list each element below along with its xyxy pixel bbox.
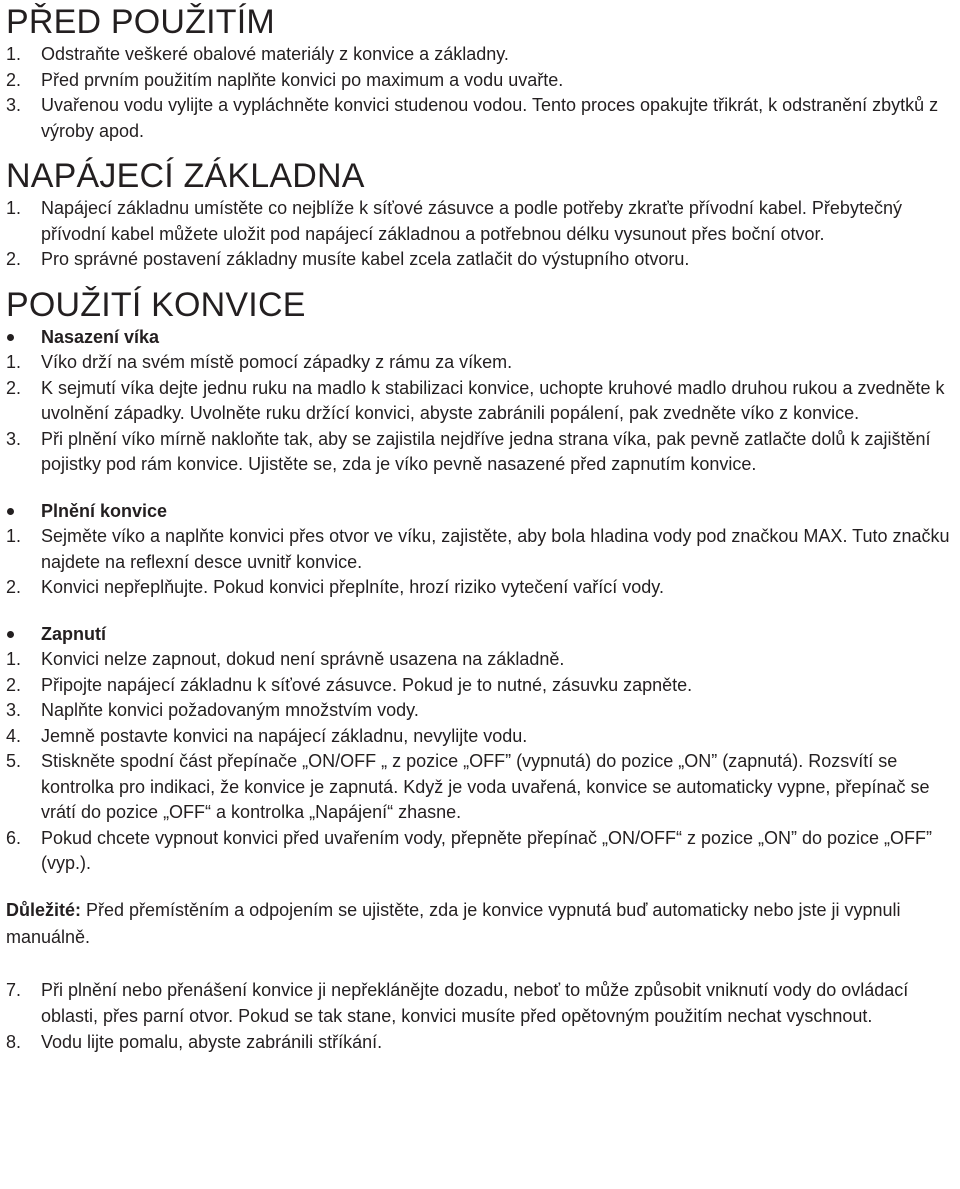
item-number: 2. <box>6 249 22 269</box>
list-item <box>6 575 960 601</box>
item-text: Pro správné postavení základny musíte kabel zcela zatlačit do výstupního otvoru. <box>41 249 690 269</box>
item-text: K sejmutí víka dejte jednu ruku na madlo k stabilizaci konvice, uchopte kruhové madlo druhou rukou a zvedněte k uvolnění západky. Uvolněte ruku držící konvici, abyste zabránili popálení, pak zvedněte víko z konvice. <box>41 377 945 423</box>
subsection-switching-on <box>6 622 960 877</box>
item-text: Pokud chcete vypnout konvici před uvařením vody, přepněte přepínač „ON/OFF“ z pozice „ON” do pozice „OFF” (vyp.). <box>41 827 933 873</box>
list-item <box>6 350 960 376</box>
subsection-heading <box>6 499 960 525</box>
numbered-list <box>6 524 960 601</box>
important-label: Důležité: <box>6 899 82 920</box>
item-text: Při plnění víko mírně nakloňte tak, aby se zajistila nejdříve jedna strana víka, pak pevně zatlačte dolů k zajištění pojistky pod rám konvice. Ujistěte se, zda je víko pevně nasazené před zapnutím konvice. <box>41 428 931 474</box>
item-number: 1. <box>6 649 22 669</box>
section-title: NAPÁJECÍ ZÁKLADNA <box>6 157 365 195</box>
item-number: 1. <box>6 526 22 546</box>
item-text: Při plnění nebo přenášení konvice ji nepřeklánějte dozadu, neboť to může způsobit vniknutí vody do ovládací oblasti, přes parní otvor. Pokud se tak stane, konvici musíte před opětovným použitím nechat vyschnout. <box>41 979 909 1026</box>
subsection-heading <box>6 325 960 351</box>
item-text: Konvici nelze zapnout, dokud není správně usazena na základně. <box>41 649 565 669</box>
numbered-list <box>6 196 960 273</box>
subsection-title: Zapnutí <box>41 623 106 644</box>
subsection-filling <box>6 499 960 601</box>
item-number: 1. <box>6 44 22 64</box>
manual-page <box>6 0 960 1055</box>
item-number: 2. <box>6 674 22 695</box>
numbered-list <box>6 350 960 478</box>
item-text: Víko drží na svém místě pomocí západky z rámu za víkem. <box>41 352 513 372</box>
list-item <box>6 42 960 68</box>
item-number: 5. <box>6 751 22 771</box>
list-item <box>6 673 960 699</box>
item-number: 1. <box>6 198 22 218</box>
item-number: 2. <box>6 577 22 597</box>
important-note <box>6 897 960 951</box>
section-title: POUŽITÍ KONVICE <box>6 285 306 324</box>
item-number: 2. <box>6 377 22 398</box>
item-number: 1. <box>6 352 22 372</box>
item-text: Naplňte konvici požadovaným množstvím vody. <box>41 700 419 720</box>
subsection-title: Plnění konvice <box>41 500 168 521</box>
bullet-icon <box>7 631 14 638</box>
item-text: Uvařenou vodu vylijte a vypláchněte konvici studenou vodou. Tento proces opakujte třikrát, k odstranění zbytků z výroby apod. <box>41 95 939 141</box>
item-number: 7. <box>6 979 22 1000</box>
bullet-icon <box>7 334 14 341</box>
item-text: Konvici nepřeplňujte. Pokud konvici přeplníte, hrozí riziko vytečení vařící vody. <box>41 577 664 597</box>
item-text: Napájecí základnu umístěte co nejblíže k síťové zásuvce a podle potřeby zkraťte přívodní kabel. Přebytečný přívodní kabel můžete uložit pod napájecí základnou a potřebnou délku vysunout přes boční otvor. <box>41 198 902 244</box>
numbered-list <box>6 42 960 144</box>
item-number: 6. <box>6 827 22 848</box>
item-number: 3. <box>6 95 22 115</box>
subsection-lid <box>6 325 960 478</box>
list-item <box>6 68 960 94</box>
list-item <box>6 93 960 144</box>
subsection-title: Nasazení víka <box>41 326 160 347</box>
numbered-list <box>6 647 960 877</box>
item-text: Sejměte víko a naplňte konvici přes otvor ve víku, zajistěte, aby bola hladina vody pod značkou MAX. Tuto značku najdete na reflexní desce uvnitř konvice. <box>41 526 950 572</box>
section-before-use <box>6 0 960 144</box>
list-item <box>6 1029 960 1055</box>
list-item <box>6 524 960 575</box>
section-title: PŘED POUŽITÍM <box>6 3 275 41</box>
section-power-base <box>6 156 960 273</box>
item-number: 2. <box>6 69 22 90</box>
item-text: Odstraňte veškeré obalové materiály z konvice a základny. <box>41 44 509 64</box>
list-item <box>6 427 960 478</box>
bullet-icon <box>7 508 14 515</box>
section-kettle-use <box>6 285 960 877</box>
list-item <box>6 724 960 750</box>
list-item <box>6 247 960 273</box>
list-item <box>6 977 960 1029</box>
list-item <box>6 826 960 877</box>
item-text: Před prvním použitím naplňte konvici po maximum a vodu uvařte. <box>41 69 564 90</box>
item-number: 3. <box>6 428 22 449</box>
important-text: Před přemístěním a odpojením se ujistěte, zda je konvice vypnutá buď automaticky nebo jste ji vypnuli manuálně. <box>6 899 901 947</box>
list-item <box>6 698 960 724</box>
list-item <box>6 196 960 247</box>
numbered-list-continued <box>6 977 960 1055</box>
list-item <box>6 749 960 826</box>
item-text: Připojte napájecí základnu k síťové zásuvce. Pokud je to nutné, zásuvku zapněte. <box>41 674 693 695</box>
item-number: 4. <box>6 725 22 746</box>
item-text: Jemně postavte konvici na napájecí základnu, nevylijte vodu. <box>41 725 528 746</box>
subsection-heading <box>6 622 960 648</box>
item-number: 3. <box>6 700 22 720</box>
item-number: 8. <box>6 1031 22 1052</box>
item-text: Vodu lijte pomalu, abyste zabránili stříkání. <box>41 1031 383 1052</box>
item-text: Stiskněte spodní část přepínače „ON/OFF „ z pozice „OFF” (vypnutá) do pozice „ON” (zapnutá). Rozsvítí se kontrolka pro indikaci, že konvice je zapnutá. Když je voda uvařená, konvice se automaticky vypne, přepínač se vrátí do pozice „OFF“ a kontrolka „Napájení“ zhasne. <box>41 751 930 822</box>
list-item <box>6 376 960 427</box>
list-item <box>6 647 960 673</box>
